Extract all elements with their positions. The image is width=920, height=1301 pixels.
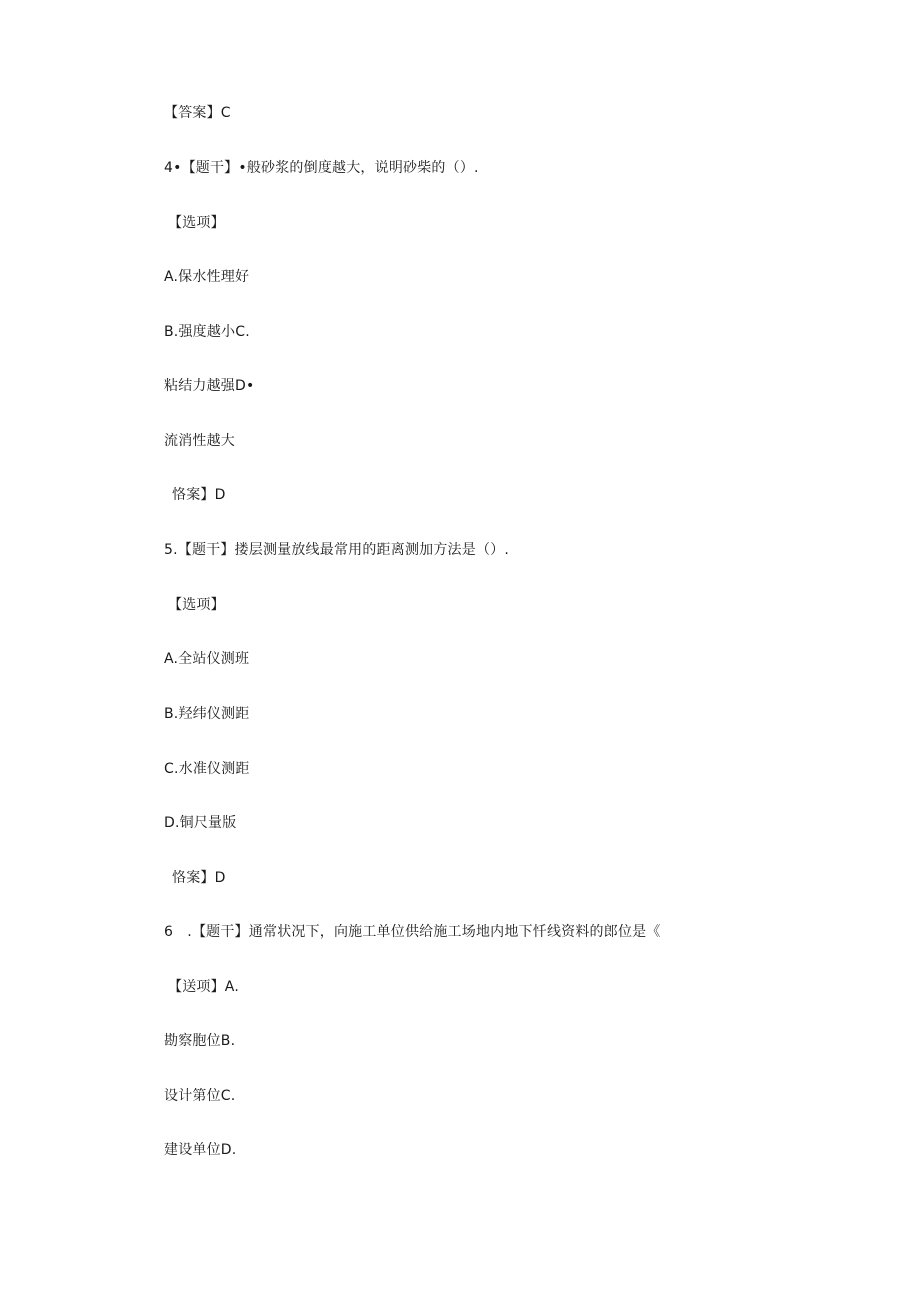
question-4-stem: 4•【题干】•般砂浆的倒度越大，说明砂柴的（）.: [164, 160, 479, 176]
answer-q5: 恪案】D: [172, 870, 226, 886]
question-5-stem: 5.【题干】搂层测量放线最常用的距离测加方法是（）.: [164, 542, 510, 558]
question-6-option-a: 勘察胞位B.: [164, 1033, 236, 1049]
question-4-option-c: 粘结力越强D•: [164, 378, 255, 394]
question-5-options-label: 【选项】: [168, 597, 225, 613]
question-5-option-d: D.铜尺量版: [164, 815, 237, 831]
question-6-stem: 6 .【题干】通常状况下，向施工单位供给施工场地内地下忏线资料的郎位是《: [164, 924, 661, 940]
question-6-option-c: 建设单位D.: [164, 1142, 237, 1158]
question-4-option-a: A.保水性理好: [164, 269, 250, 285]
question-4-option-b: B.强度越小C.: [164, 324, 250, 340]
question-4-options-label: 【选项】: [168, 215, 225, 231]
question-4-option-d: 流消性越大: [164, 433, 235, 449]
question-5-option-c: C.水准仪测距: [164, 761, 250, 777]
answer-q3: 【答案】C: [164, 105, 231, 121]
question-6-option-b: 设计第位C.: [164, 1088, 236, 1104]
question-6-options-label: 【送项】A.: [168, 979, 239, 995]
question-5-option-a: A.全站仪测班: [164, 651, 250, 667]
answer-q4: 恪案】D: [172, 487, 226, 503]
question-5-option-b: B.羟纬仪测距: [164, 706, 250, 722]
